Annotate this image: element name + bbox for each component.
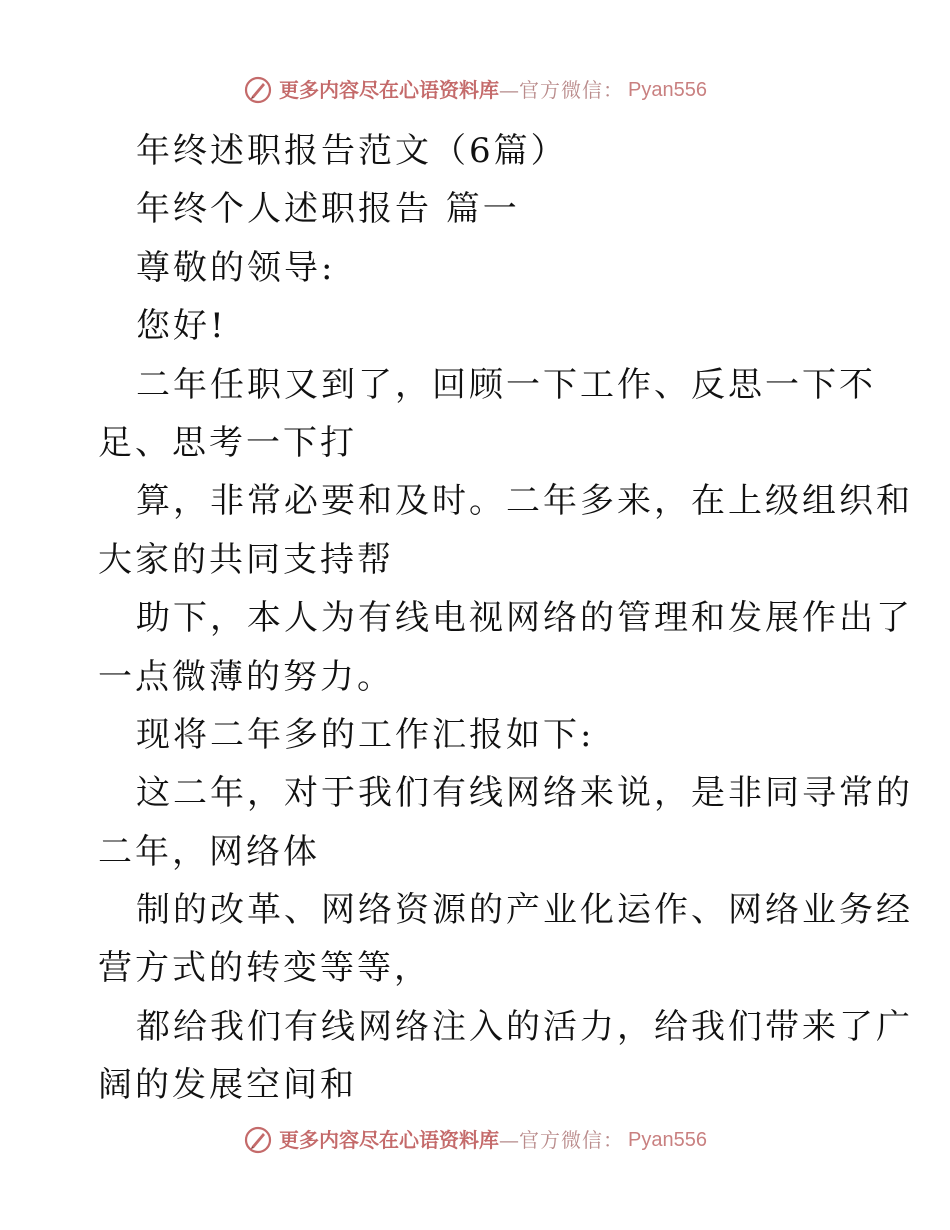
watermark-wechat-id: Pyan556 [628, 1129, 707, 1151]
watermark-brand: 更多内容尽在心语资料库 [279, 1128, 500, 1152]
watermark-separator: — [499, 1128, 520, 1152]
text-line: 年终述职报告范文（6篇） [136, 131, 568, 171]
text-line: 这二年，对于我们有线网络来说，是非同寻常的 [136, 773, 913, 814]
text-line: 尊敬的领导: [136, 247, 336, 288]
document-body [98, 122, 913, 1115]
text-line: 足、思考一下打 [98, 422, 357, 463]
text-line: 一点微薄的努力。 [98, 656, 394, 697]
text-line: 都给我们有线网络注入的活力，给我们带来了广 [136, 1006, 913, 1047]
text-line: 二年，网络体 [98, 831, 320, 872]
text-line: 营方式的转变等等， [98, 948, 431, 989]
watermark-official-label: 官方微信： [519, 78, 625, 102]
watermark-official-label: 官方微信： [519, 1128, 625, 1152]
quill-pen-logo-icon [243, 1125, 273, 1155]
watermark-wechat-id: Pyan556 [628, 79, 707, 101]
text-line: 二年任职又到了，回顾一下工作、反思一下不 [136, 364, 876, 405]
text-line: 算，非常必要和及时。二年多来，在上级组织和 [136, 481, 913, 522]
text-line: 现将二年多的工作汇报如下: [136, 714, 595, 755]
watermark-brand: 更多内容尽在心语资料库 [279, 78, 500, 102]
header-watermark [0, 70, 950, 110]
watermark-separator: — [499, 78, 520, 102]
footer-watermark [0, 1120, 950, 1160]
text-line: 助下，本人为有线电视网络的管理和发展作出了 [136, 598, 913, 639]
text-line: 制的改革、网络资源的产业化运作、网络业务经 [136, 890, 913, 931]
text-line: 您好! [136, 306, 227, 347]
quill-pen-logo-icon [243, 75, 273, 105]
text-line: 大家的共同支持帮 [98, 539, 394, 580]
text-line: 阔的发展空间和 [98, 1065, 357, 1106]
text-line: 年终个人述职报告 篇一 [136, 189, 520, 230]
